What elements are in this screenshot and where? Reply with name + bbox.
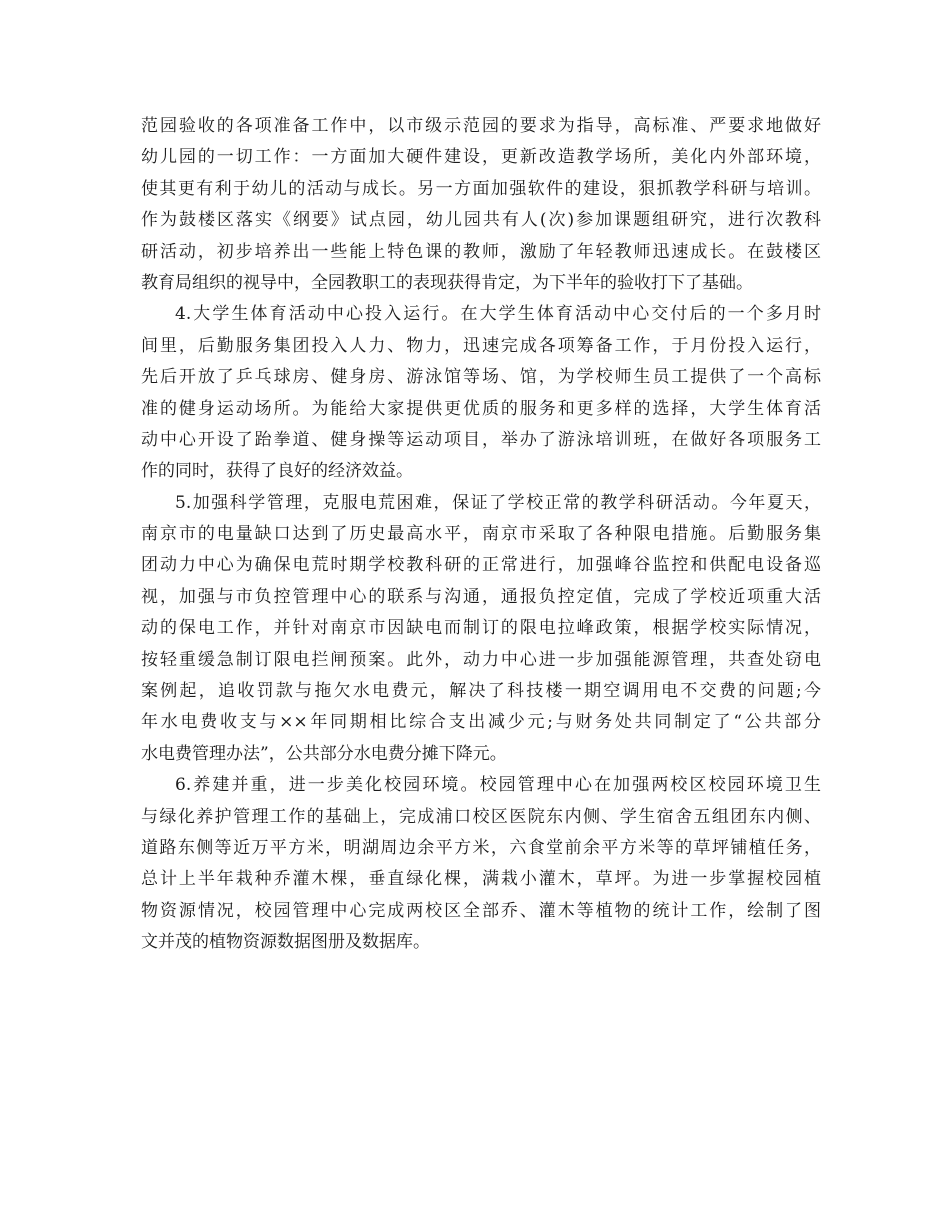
text-line: 团动力中心为确保电荒时期学校教科研的正常进行，加强峰谷监控和供配电设备巡 (141, 555, 821, 576)
text-line: 4.大学生体育活动中心投入运行。在大学生体育活动中心交付后的一个多月时 (175, 304, 821, 325)
text-line: 研活动，初步培养出一些能上特色课的教师，激励了年轻教师迅速成长。在鼓楼区 (141, 241, 821, 262)
text-line: 按轻重缓急制订限电拦闸预案。此外，动力中心进一步加强能源管理，共查处窃电 (141, 649, 821, 670)
text-line: 准的健身运动场所。为能给大家提供更优质的服务和更多样的选择，大学生体育活 (141, 398, 821, 419)
text-line: 5.加强科学管理，克服电荒困难，保证了学校正常的教学科研活动。今年夏天， (175, 492, 821, 513)
text-line: 视，加强与市负控管理中心的联系与沟通，通报负控定值，完成了学校近项重大活 (141, 586, 821, 607)
text-line: 道路东侧等近万平方米，明湖周边余平方米，六食堂前余平方米等的草坪铺植任务， (141, 837, 821, 858)
paragraph-1 (141, 111, 821, 299)
text-line: 动的保电工作，并针对南京市因缺电而制订的限电拉峰政策，根据学校实际情况， (141, 618, 821, 639)
paragraph-2 (141, 299, 821, 487)
text-line: 间里，后勤服务集团投入人力、物力，迅速完成各项筹备工作，于月份投入运行， (141, 335, 821, 356)
paragraph-4 (141, 770, 821, 958)
text-line: 动中心开设了跆拳道、健身操等运动项目，举办了游泳培训班，在做好各项服务工 (141, 429, 821, 450)
text-line: 先后开放了乒乓球房、健身房、游泳馆等场、馆，为学校师生员工提供了一个高标 (141, 367, 821, 388)
text-line: 作为鼓楼区落实《纲要》试点园，幼儿园共有人(次)参加课题组研究，进行次教科 (141, 210, 821, 231)
text-line: 教育局组织的视导中，全园教职工的表现获得肯定，为下半年的验收打下了基础。 (141, 272, 753, 293)
text-line: 6.养建并重，进一步美化校园环境。校园管理中心在加强两校区校园环境卫生 (175, 775, 821, 796)
text-line: 使其更有利于幼儿的活动与成长。另一方面加强软件的建设，狠抓教学科研与培训。 (141, 178, 821, 199)
text-line: 案例起，追收罚款与拖欠水电费元，解决了科技楼一期空调用电不交费的问题;今 (141, 681, 821, 702)
text-line: 文并茂的植物资源数据图册及数据库。 (141, 932, 430, 953)
text-line: 与绿化养护管理工作的基础上，完成浦口校区医院东内侧、学生宿舍五组团东内侧、 (141, 806, 821, 827)
text-line: 范园验收的各项准备工作中，以市级示范园的要求为指导，高标准、严要求地做好 (141, 116, 821, 136)
text-line: 年水电费收支与××年同期相比综合支出减少元;与财务处共同制定了“公共部分 (141, 712, 821, 733)
text-line: 幼儿园的一切工作：一方面加大硬件建设，更新改造教学场所，美化内外部环境， (141, 147, 821, 168)
text-line: 水电费管理办法”，公共部分水电费分摊下降元。 (141, 743, 507, 764)
text-line: 总计上半年栽种乔灌木棵，垂直绿化棵，满栽小灌木，草坪。为进一步掌握校园植 (141, 869, 821, 890)
paragraph-3 (141, 488, 821, 771)
text-line: 作的同时，获得了良好的经济效益。 (141, 461, 413, 482)
document-page (141, 111, 821, 959)
text-line: 南京市的电量缺口达到了历史最高水平，南京市采取了各种限电措施。后勤服务集 (141, 524, 821, 545)
text-line: 物资源情况，校园管理中心完成两校区全部乔、灌木等植物的统计工作，绘制了图 (141, 900, 821, 921)
